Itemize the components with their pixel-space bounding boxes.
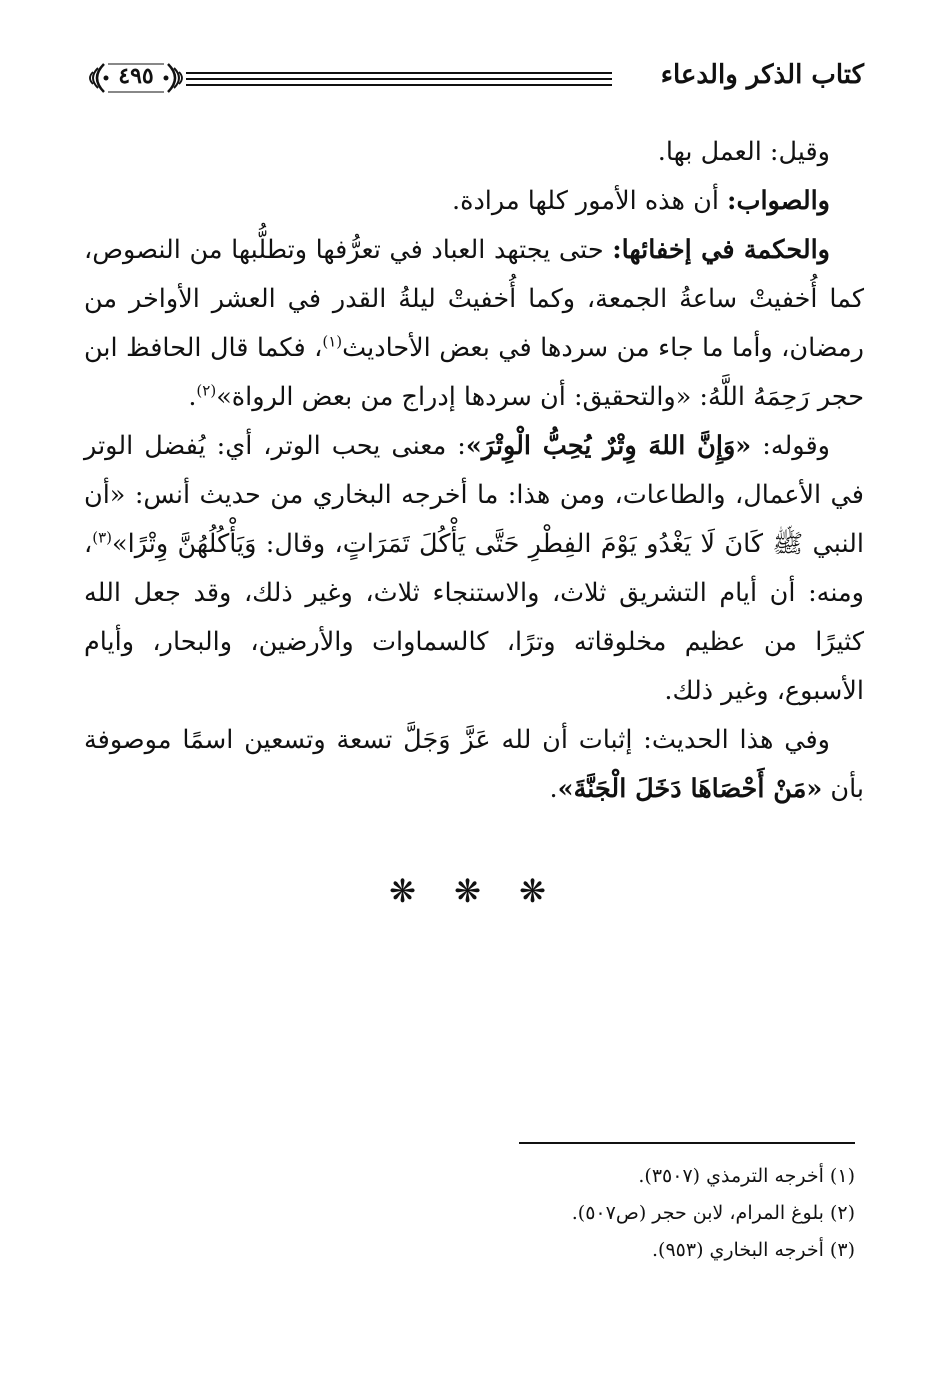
paragraph-text: وقوله: — [751, 431, 830, 461]
page-number-badge — [86, 60, 186, 96]
paragraph-text: وقيل: العمل بها. — [657, 137, 830, 167]
footnote-ref: (١) — [322, 332, 343, 351]
footnote: (٢) بلوغ المرام، لابن حجر (ص٥٠٧). — [571, 1202, 855, 1224]
keyword: والصواب: — [727, 186, 830, 216]
keyword: والحكمة في إخفائها: — [612, 235, 830, 265]
footnote: (٣) أخرجه البخاري (٩٥٣). — [651, 1239, 855, 1261]
paragraph — [84, 716, 864, 814]
footnote-ref: (٢) — [196, 381, 217, 400]
hadith-quote: «مَنْ أَحْصَاهَا دَخَلَ الْجَنَّةَ» — [557, 774, 823, 804]
paragraph — [84, 128, 864, 177]
footnote: (١) أخرجه الترمذي (٣٥٠٧). — [638, 1165, 855, 1187]
hadith-quote: «وَإِنَّ اللهَ وِتْرٌ يُحِبُّ الْوِتْرَ» — [465, 431, 752, 461]
page-header — [86, 58, 864, 102]
paragraph-text: ، فكما قال الحافظ ابن حجر رَحِمَهُ اللَّهُ: «والتحقيق: أن سردها إدراج من بعض الرواة» — [84, 333, 864, 412]
main-text — [84, 128, 864, 814]
footnote-ref: (٣) — [92, 528, 113, 547]
footnote-separator — [519, 1142, 855, 1144]
paragraph-text: وفي هذا الحديث: إثبات أن لله عَزَّ وَجَلَّ تسعة وتسعين اسمًا موصوفة بأن — [84, 725, 864, 804]
paragraph-text: ، ومنه: أن أيام التشريق ثلاث، والاستنجاء ثلاث، وغير ذلك، وقد جعل الله كثيرًا من عظيم مخلوقاته وترًا، كالسماوات والأرضين، والبحار، وأيام الأسبوع، وغير ذلك. — [84, 529, 864, 706]
header-rule — [186, 78, 612, 80]
paragraph — [84, 177, 864, 226]
paragraph-text: . — [188, 382, 197, 412]
header-rule — [186, 72, 612, 74]
header-rule — [186, 84, 612, 86]
paragraph-text: أن هذه الأمور كلها مرادة. — [451, 186, 728, 216]
paragraph-text: حتى يجتهد العباد في تعرُّفها وتطلُّبها من النصوص، كما أُخفيتْ ساعةُ الجمعة، وكما أُخفيتْ ليلةُ القدر في العشر الأواخر من رمضان، وأما ما جاء من سردها في بعض الأحاديث — [84, 235, 864, 363]
paragraph — [84, 226, 864, 422]
footnotes — [155, 1158, 855, 1269]
page-number: ٤٩٥ — [118, 63, 154, 89]
paragraph — [84, 422, 864, 716]
section-divider: ❋ ❋ ❋ — [389, 872, 560, 910]
paragraph-text: . — [549, 774, 558, 804]
book-title: كتاب الذكر والدعاء — [660, 60, 864, 90]
paragraph-text: : معنى يحب الوتر، أي: يُفضل الوتر في الأعمال، والطاعات، ومن هذا: ما أخرجه البخاري من حديث أنس: «أن النبي ﷺ كَانَ لَا يَغْدُو يَوْمَ الفِطْرِ حَتَّى يَأْكُلَ تَمَرَاتٍ، وقال: وَيَأْكُلُهُنَّ وِتْرًا» — [84, 431, 864, 559]
